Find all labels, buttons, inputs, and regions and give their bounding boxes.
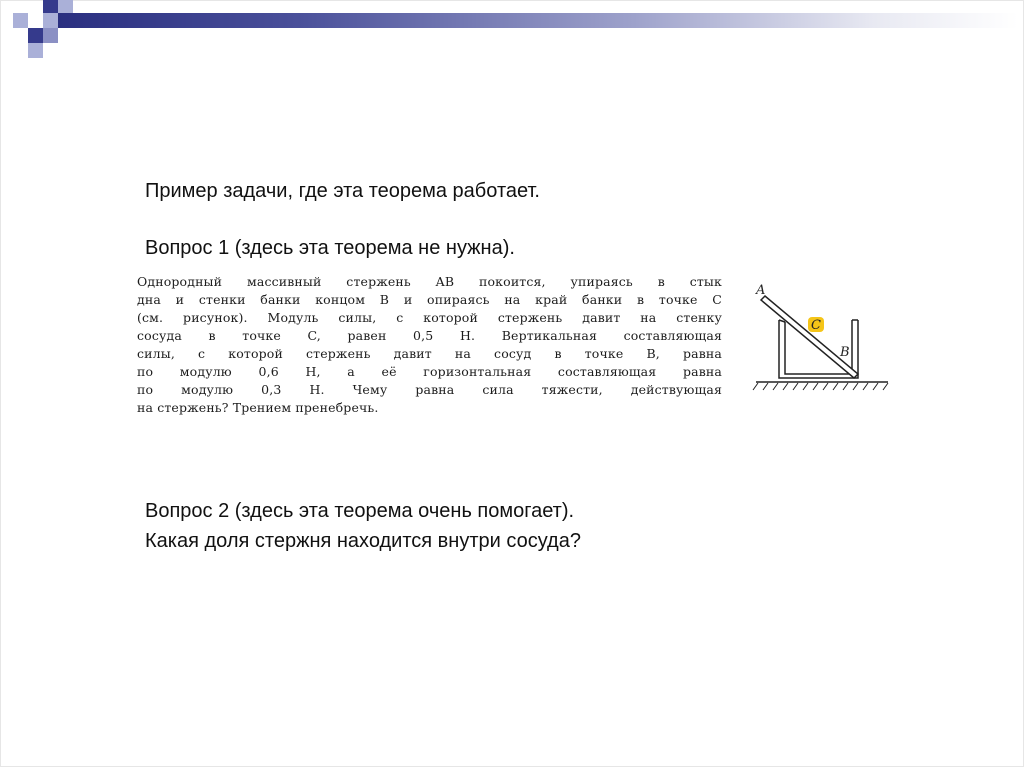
- rod-vessel-diagram: [748, 270, 893, 400]
- deco-square: [43, 13, 58, 28]
- problem-line: (см. рисунок). Модуль силы, с которой стержень давит на стенку: [137, 310, 722, 325]
- label-a: A: [756, 283, 766, 298]
- deco-square: [43, 28, 58, 43]
- question2-heading: Вопрос 2 (здесь эта теорема очень помогает).: [145, 500, 575, 522]
- question2-text: Какая доля стержня находится внутри сосуда?: [145, 530, 581, 552]
- problem-line: силы, с которой стержень давит на сосуд в точке B, равна: [137, 346, 722, 361]
- ground-hatching: [753, 383, 888, 390]
- problem-line: Однородный массивный стержень AB покоится, упираясь в стык: [137, 274, 722, 289]
- problem-line: по модулю 0,3 Н. Чему равна сила тяжести, действующая: [137, 382, 722, 397]
- problem-line: сосуда в точке C, равен 0,5 Н. Вертикальная составляющая: [137, 328, 722, 343]
- deco-square: [28, 43, 43, 58]
- title-bar: [58, 13, 1018, 28]
- example-heading: Пример задачи, где эта теорема работает.: [145, 180, 540, 202]
- rod-ab: [761, 296, 858, 378]
- problem-text: [137, 273, 722, 417]
- label-c: C: [811, 318, 821, 333]
- deco-square: [13, 13, 28, 28]
- deco-square: [28, 28, 43, 43]
- label-b: B: [840, 345, 850, 360]
- problem-line: по модулю 0,6 Н, а её горизонтальная составляющая равна: [137, 364, 722, 379]
- question1-heading: Вопрос 1 (здесь эта теорема не нужна).: [145, 237, 515, 259]
- problem-line: на стержень? Трением пренебречь.: [137, 400, 379, 415]
- problem-line: дна и стенки банки концом B и опираясь на край банки в точке C: [137, 292, 722, 307]
- corner-decoration: [0, 0, 80, 60]
